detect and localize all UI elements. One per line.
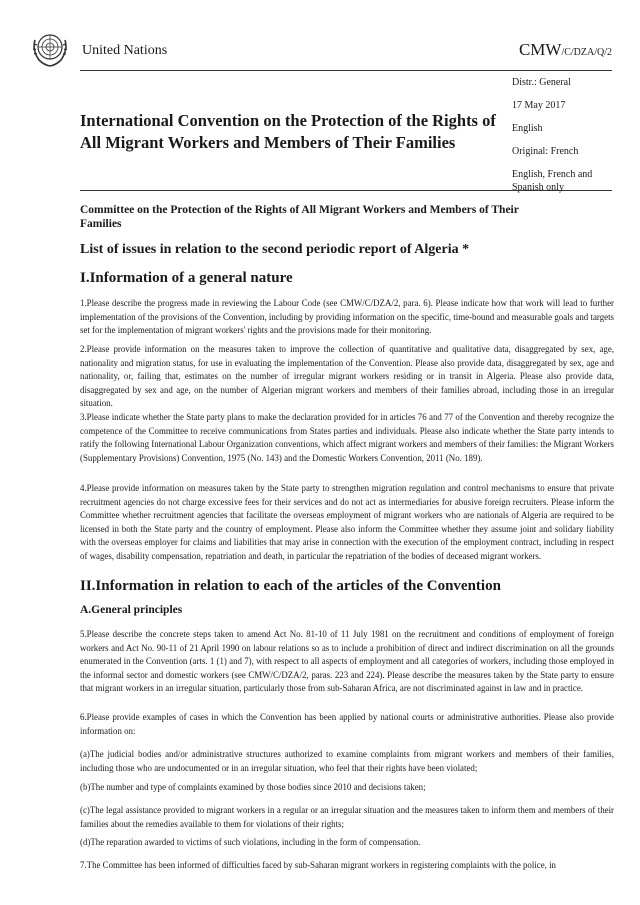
paragraph-5: 5.Please describe the concrete steps taken to amend Act No. 81-10 of 11 July 1981 on the recruitment and conditions of employment of foreign workers and Act No. 90-11 of 21 April 1990 on labour relations so as to include a prohibition of direct and indirect discrimination on all the grounds enumerated in the Convention (arts. 1 (1) and 7), with respect to all aspects of employment and all categories of workers, including those employed in the informal sector and domestic workers (see CMW/C/DZA/2, paras. 223 and 224). Please describe the measures taken by the State party to ensure that migrant workers in an irregular situation, particularly those from sub-Saharan Africa, are not discriminated against in law and in practice. [80, 629, 614, 693]
organization-name: United Nations [82, 43, 168, 58]
distribution-block [512, 76, 617, 204]
paragraph-4: 4.Please provide information on measures taken by the State party to strengthen migration regulation and control mechanisms to ensure that private recruitment agencies do not charge excessive fees for their services and do not act as intermediaries for abusive foreign recruiters. Please inform the Committee whether recruitment agencies that facilitate the overseas employment of migrant workers who are nationals of Algeria are required to be licensed in both the State party and the country of employment. Please also inform the Committee whether they assume joint and solidary liability with the overseas employer for claims and liabilities that may arise in connection with the execution of the employment contract, including in respect of wages, disability compensation, repatriation and death, in particular the repatriation of the bodies of deceased migrant workers. [80, 483, 614, 561]
convention-title: International Convention on the Protection of the Rights of All Migrant Workers and Members of Their Families [80, 111, 496, 152]
paragraph-6c: (c)The legal assistance provided to migrant workers in a regular or an irregular situation and the measures taken to inform them and members of their families about the remedies available to them for violations of their rights; [80, 805, 614, 829]
header-rule [80, 70, 612, 71]
document-header [30, 28, 612, 68]
title-rule [80, 190, 612, 191]
paragraph-6d: (d)The reparation awarded to victims of such violations, including in the form of compensation. [80, 837, 421, 847]
languages-only: English, French and Spanish only [512, 169, 593, 193]
document-language: English [512, 123, 543, 134]
document-symbol-main: CMW [518, 40, 562, 59]
document-title: List of issues in relation to the second periodic report of Algeria * [80, 242, 470, 257]
paragraph-2: 2.Please provide information on the measures taken to improve the collection of quantitative and qualitative data, disaggregated by sex, age, nationality and migration status, for use in evaluating the implementation of the Convention. Please also provide data, disaggregated by sex, age and nationality, or, failing that, estimates on the number of irregular migrant workers residing or in transit in Algeria. Please also provide data, disaggregated by sex and age, on the number of Algerian migrant workers and members of their families abroad, including those in an irregular situation. [80, 344, 614, 408]
document-symbol [519, 40, 612, 60]
paragraph-6b: (b)The number and type of complaints examined by those bodies since 2010 and decisions taken; [80, 782, 426, 792]
un-emblem-icon [30, 30, 70, 68]
original-language: Original: French [512, 146, 579, 157]
paragraph-3: 3.Please indicate whether the State party plans to make the declaration provided for in articles 76 and 77 of the Convention and thereby recognize the competence of the Committee to receive communications from States parties and individuals. Please also indicate whether the State party intends to ratify the following International Labour Organization conventions, which affect migrant workers and members of their families: the Migrant Workers (Supplementary Provisions) Convention, 1975 (No. 143) and the Domestic Workers Convention, 2011 (No. 189). [80, 412, 614, 463]
paragraph-1: 1.Please describe the progress made in reviewing the Labour Code (see CMW/C/DZA/2, para. 6). Please indicate how that work will lead to further implementation of the provisions of the Convention, including by providing information on the specific, time-bound and measurable goals and targets set for the implementation of migrant workers' rights and the provisions made for their monitoring. [80, 298, 614, 335]
paragraph-6a: (a)The judicial bodies and/or administrative structures authorized to examine complaints from migrant workers and members of their families, including those who are undocumented or in an irregular situation, who feel that their rights have been violated; [80, 749, 614, 773]
section-2-heading: II.Information in relation to each of the articles of the Convention [80, 578, 501, 594]
section-1-heading: I.Information of a general nature [80, 270, 293, 286]
committee-name: Committee on the Protection of the Rights of All Migrant Workers and Members of Their Families [80, 204, 519, 230]
document-date: 17 May 2017 [512, 100, 566, 111]
subsection-a-heading: A.General principles [80, 604, 183, 616]
document-symbol-sub: /C/DZA/Q/2 [561, 47, 612, 58]
paragraph-6: 6.Please provide examples of cases in which the Convention has been applied by national courts or administrative authorities. Please also provide information on: [80, 712, 614, 736]
paragraph-7: 7.The Committee has been informed of difficulties faced by sub-Saharan migrant workers in registering complaints with the police, in [80, 860, 556, 870]
distribution-status: Distr.: General [512, 77, 571, 88]
